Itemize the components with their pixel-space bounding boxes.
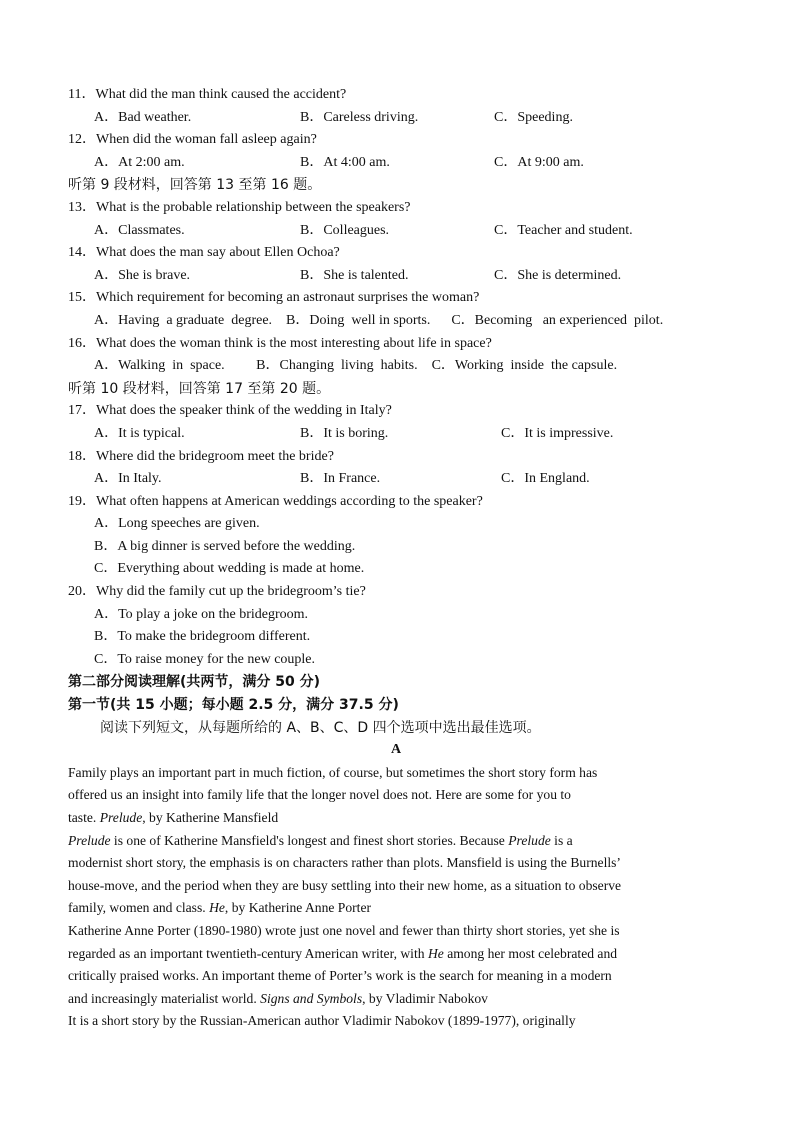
question-20-stem: 20．Why did the family cut up the bridegroom’s tie?	[68, 584, 366, 600]
question-13-options	[68, 220, 724, 243]
option-c: C．Teacher and student.	[494, 222, 633, 238]
passage-line: It is a short story by the Russian-American author Vladimir Nabokov (1899-1977), originally	[68, 1013, 576, 1029]
question-19-option-a: A．Long speeches are given.	[94, 516, 260, 532]
option-c: C．In England.	[501, 471, 590, 487]
option-b: B．She is talented.	[300, 267, 409, 283]
passage-a	[68, 762, 724, 1033]
question-11-stem: 11．What did the man think caused the accident?	[68, 87, 347, 102]
question-13-stem: 13．What is the probable relationship between the speakers?	[68, 199, 411, 215]
option-c: C．At 9:00 am.	[494, 154, 584, 170]
passage-line	[68, 830, 724, 853]
option-a: A．At 2:00 am.	[94, 154, 185, 170]
section-10-instruction: 听第 10 段材料，回答第 17 至第 20 题。	[68, 380, 331, 397]
question-15-options: A．Having a graduate degree. B．Doing well in sports. C．Becoming an experienced pilot.	[94, 312, 664, 328]
option-b: B．Colleagues.	[300, 222, 390, 238]
question-18-stem: 18．Where did the bridegroom meet the bride?	[68, 448, 334, 464]
option-b: B．It is boring.	[300, 425, 389, 441]
passage-line: critically praised works. An important theme of Porter’s work is the search for meaning in a modern	[68, 968, 612, 984]
question-19-option-b: B．A big dinner is served before the wedding.	[94, 538, 356, 554]
option-b: B．In France.	[300, 471, 381, 487]
passage-text: family, women and class.	[68, 900, 210, 916]
question-14-stem: 14．What does the man say about Ellen Ochoa?	[68, 245, 340, 261]
passage-text: , by Vladimir Nabokov	[362, 990, 488, 1006]
question-20-option-b: B．To make the bridegroom different.	[94, 629, 311, 645]
option-a: A．Bad weather.	[94, 109, 192, 125]
question-19-stem: 19．What often happens at American weddings according to the speaker?	[68, 493, 483, 509]
passage-text: , by Katherine Anne Porter	[224, 900, 372, 916]
passage-line	[68, 807, 724, 830]
option-a: A．It is typical.	[94, 425, 185, 441]
question-15-stem: 15．Which requirement for becoming an astronaut surprises the woman?	[68, 290, 480, 306]
question-14-options	[68, 265, 724, 288]
story-title: He	[209, 900, 225, 916]
passage-text: and increasingly materialist world.	[68, 990, 261, 1006]
part-2-title: 第二部分阅读理解(共两节，满分 50 分)	[68, 674, 321, 691]
passage-text: regarded as an important twentieth-century American writer, with	[68, 945, 428, 961]
section-9-instruction: 听第 9 段材料，回答第 13 至第 16 题。	[68, 177, 322, 194]
story-title: Prelude	[508, 832, 551, 848]
passage-line	[68, 988, 724, 1011]
passage-text: among her most celebrated and	[443, 945, 618, 961]
exam-page	[68, 84, 724, 1033]
passage-label: A	[390, 742, 402, 758]
passage-line: Family plays an important part in much fiction, of course, but sometimes the short story form has	[68, 764, 598, 780]
option-b: B．At 4:00 am.	[300, 154, 390, 170]
story-title: Signs and Symbols	[260, 990, 363, 1006]
question-17-options	[68, 423, 724, 446]
option-b: B．Careless driving.	[300, 109, 419, 125]
story-title: Prelude	[68, 832, 111, 848]
question-16-stem: 16．What does the woman think is the most interesting about life in space?	[68, 335, 492, 351]
option-c: C．Speeding.	[494, 109, 573, 125]
question-16-options: A．Walking in space. B．Changing living habits. C．Working inside the capsule.	[94, 358, 618, 374]
question-18-options	[68, 468, 724, 491]
question-20-option-c: C．To raise money for the new couple.	[94, 651, 316, 667]
option-a: A．In Italy.	[94, 471, 162, 487]
question-19-option-c: C．Everything about wedding is made at home.	[94, 561, 365, 577]
passage-line	[68, 943, 724, 966]
question-12-options	[68, 152, 724, 175]
question-12-stem: 12．When did the woman fall asleep again?	[68, 132, 317, 148]
reading-instruction: 阅读下列短文，从每题所给的 A、B、C、D 四个选项中选出最佳选项。	[100, 719, 541, 736]
question-11-options	[68, 107, 724, 130]
passage-text: is a	[550, 832, 573, 848]
passage-line: Katherine Anne Porter (1890-1980) wrote just one novel and fewer than thirty short stories, yet she is	[68, 922, 620, 938]
option-c: C．It is impressive.	[501, 425, 614, 441]
passage-line	[68, 897, 724, 920]
passage-line: offered us an insight into family life that the longer novel does not. Here are some for you to	[68, 787, 571, 803]
option-a: A．Classmates.	[94, 222, 185, 238]
passage-line: modernist short story, the emphasis is on characters rather than plots. Mansfield is using the Burnells’	[68, 855, 621, 871]
story-title: Prelude	[99, 810, 143, 825]
option-a: A．She is brave.	[94, 267, 191, 283]
question-17-stem: 17．What does the speaker think of the wedding in Italy?	[68, 403, 392, 419]
option-c: C．She is determined.	[494, 267, 622, 283]
section-1-title: 第一节(共 15 小题；每小题 2.5 分，满分 37.5 分)	[68, 697, 399, 714]
passage-text: is one of Katherine Mansfield's longest and finest short stories. Because	[110, 832, 509, 848]
passage-line: house-move, and the period when they are busy settling into their new home, as a situation to observe	[68, 877, 622, 893]
story-title: He	[427, 945, 444, 961]
passage-text: , by Katherine Mansfield	[142, 810, 279, 825]
passage-text: taste.	[68, 810, 100, 825]
question-20-option-a: A．To play a joke on the bridegroom.	[94, 606, 309, 622]
